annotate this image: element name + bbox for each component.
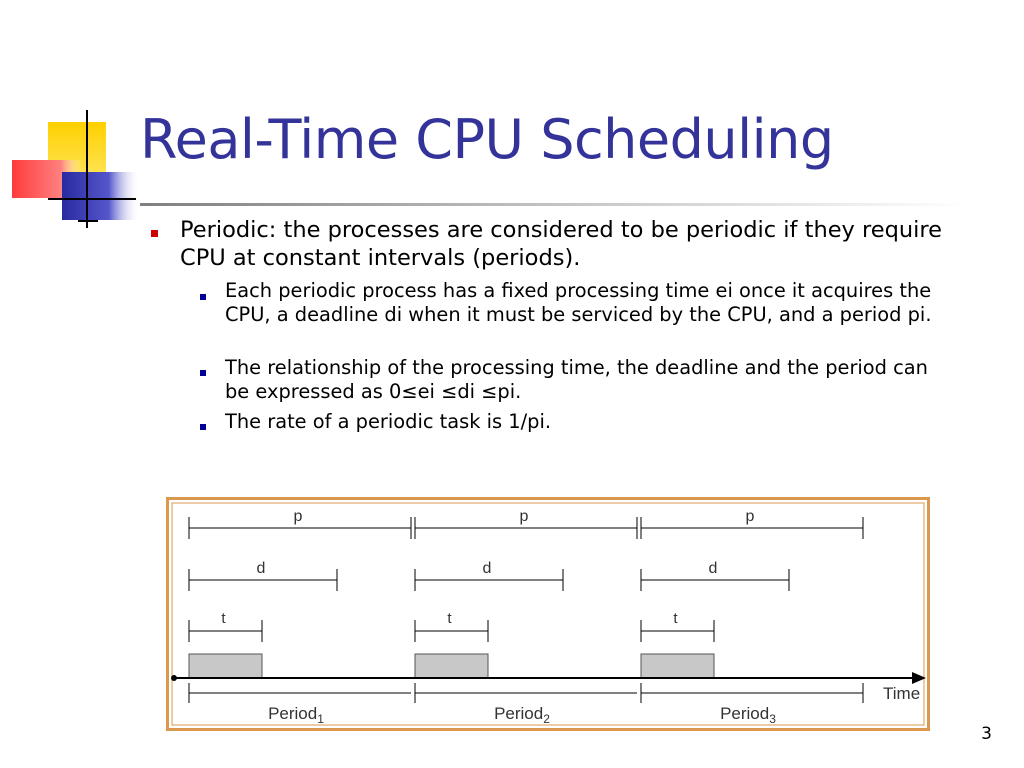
figure-inner-frame	[172, 503, 924, 725]
period-subscript: 3	[769, 712, 776, 726]
bullet-marker-icon	[151, 230, 158, 237]
period-word: Period	[268, 704, 318, 723]
sub-bullet-marker-icon	[200, 424, 206, 430]
sub-bullet-processing-time: Each periodic process has a fixed processing time ei once it acquires the CPU, a deadline di when it must be serviced by the CPU, and a period pi.	[225, 279, 932, 326]
period-subscript: 1	[317, 712, 324, 726]
processing-t-label-1: t	[221, 610, 226, 627]
period-word: Period	[494, 704, 544, 723]
page-number: 3	[981, 724, 992, 744]
sub-bullet-rate: The rate of a periodic task is 1/pi.	[225, 410, 552, 433]
period-p-label-3: p	[745, 508, 755, 525]
processing-t-label-2: t	[447, 610, 452, 627]
busy-block-1	[189, 654, 262, 678]
slide-title: Real-Time CPU Scheduling	[140, 108, 834, 171]
figure-frame	[168, 499, 929, 730]
busy-block-3	[641, 654, 714, 678]
deadline-d-label-3: d	[708, 560, 718, 577]
period-word: Period	[720, 704, 770, 723]
time-axis-origin-dot	[171, 675, 177, 681]
period-name-label-1	[268, 704, 324, 726]
sub-bullet-marker-icon	[200, 294, 206, 300]
period-name-label-2	[494, 704, 550, 726]
periodic-timing-diagram	[166, 497, 930, 731]
sub-bullet-relationship: The relationship of the processing time, the deadline and the period can be expressed as 0≤ei ≤di ≤pi.	[225, 356, 928, 403]
period-p-label-2: p	[519, 508, 529, 525]
busy-block-2	[415, 654, 488, 678]
deadline-d-label-2: d	[482, 560, 492, 577]
processing-t-label-3: t	[673, 610, 678, 627]
period-p-label-1: p	[293, 508, 303, 525]
period-subscript: 2	[543, 712, 550, 726]
bullet-periodic: Periodic: the processes are considered to be periodic if they require CPU at constant intervals (periods).	[180, 217, 943, 271]
deadline-d-label-1: d	[256, 560, 266, 577]
sub-bullet-marker-icon	[200, 370, 206, 376]
period-name-label-3	[720, 704, 776, 726]
time-axis-label: Time	[883, 684, 921, 703]
